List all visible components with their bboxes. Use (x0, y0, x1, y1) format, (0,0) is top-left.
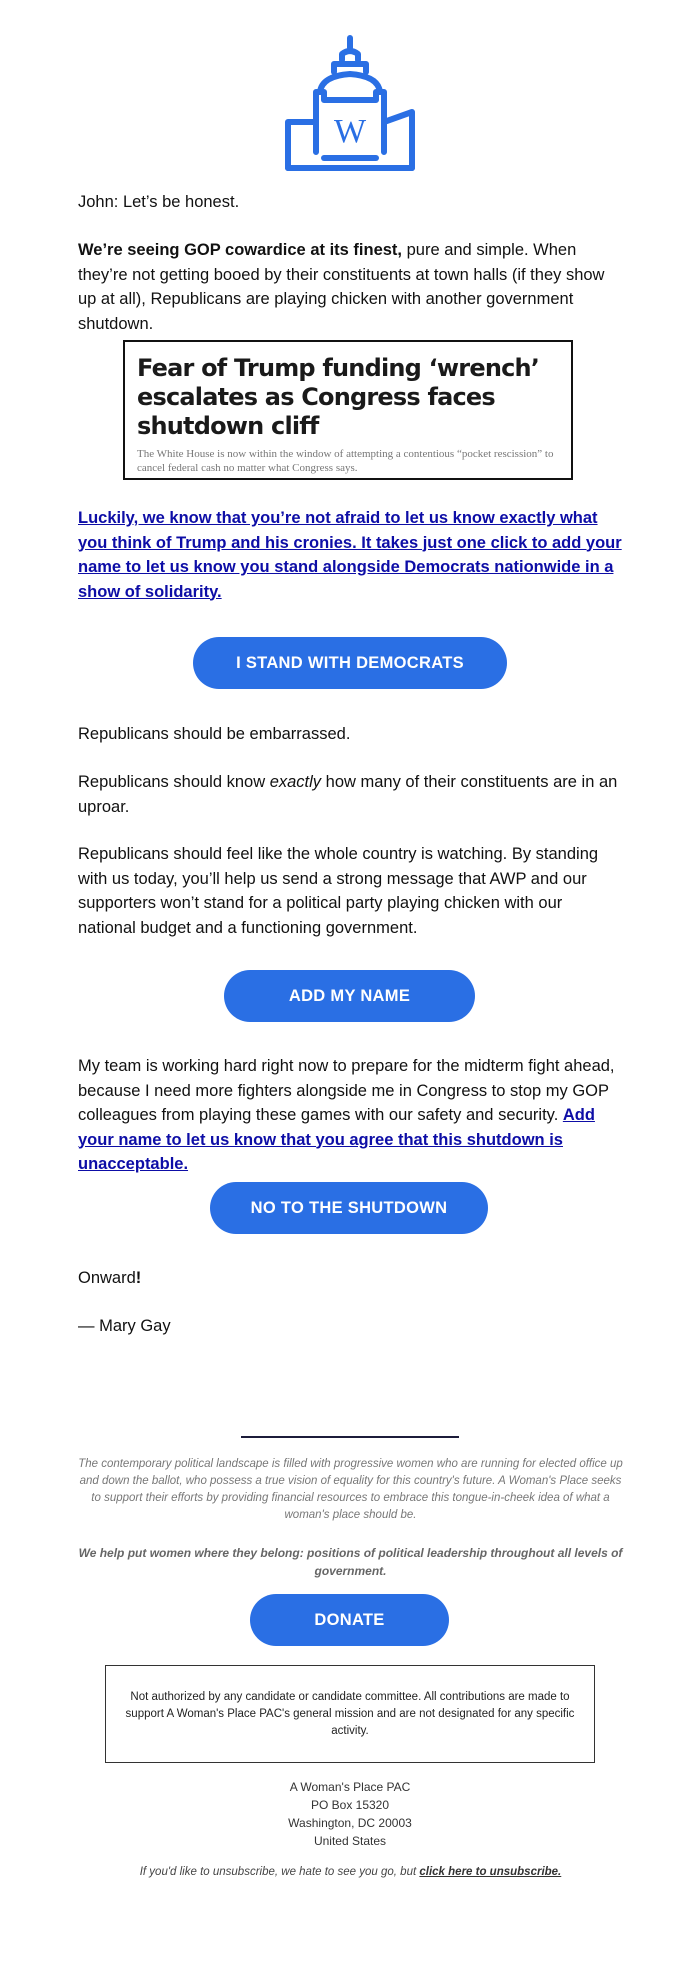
solidarity-link-paragraph (78, 506, 623, 604)
news-clip-image (123, 340, 573, 480)
unsubscribe-link[interactable]: click here to unsubscribe. (419, 1866, 562, 1878)
footer-tagline: We help put women where they belong: positions of political leadership throughout all levels of government. (78, 1546, 623, 1578)
capitol-logo (282, 34, 418, 172)
no-to-shutdown-button[interactable]: NO TO THE SHUTDOWN (210, 1182, 488, 1234)
disclaimer-text: Not authorized by any candidate or candidate committee. All contributions are made to support A Woman's Place PAC's general mission and are not designated for any specific activity. (125, 1690, 575, 1737)
watching-paragraph: Republicans should feel like the whole country is watching. By standing with us today, you’ll help us send a strong message that AWP and our supporters won’t stand for a political party playing chicken with our national budget and a functioning government. (78, 845, 599, 937)
closing-onward (78, 1266, 623, 1291)
mailing-address (200, 1778, 500, 1850)
solidarity-link[interactable]: Luckily, we know that you’re not afraid to let us know exactly what you think of Trump and his cronies. It takes just one click to add your name to let us know you stand alongside Democrats nationwide in a show of solidarity. (78, 509, 622, 601)
capitol-dome-icon (282, 34, 418, 172)
stand-with-democrats-button[interactable]: I STAND WITH DEMOCRATS (193, 637, 507, 689)
address-line: Washington, DC 20003 (288, 1816, 412, 1830)
onward-bang: ! (135, 1269, 142, 1287)
signature: — Mary Gay (78, 1317, 171, 1335)
donate-button[interactable]: DONATE (250, 1594, 449, 1646)
onward-text: Onward (78, 1269, 136, 1287)
address-line: United States (313, 1834, 387, 1848)
team-paragraph (78, 1054, 623, 1177)
logo-letter: W (333, 113, 367, 150)
news-subhead: The White House is now within the window of attempting a contentious “pocket rescission” to cancel federal cash no matter what Congress says. (137, 448, 554, 474)
add-my-name-button[interactable]: ADD MY NAME (224, 970, 475, 1022)
intro-bold: We’re seeing GOP cowardice at its finest, (78, 241, 403, 259)
address-line: PO Box 15320 (310, 1798, 390, 1812)
address-line: A Woman's Place PAC (289, 1780, 411, 1794)
embarrassed-paragraph: Republicans should be embarrassed. (78, 725, 351, 743)
greeting: John: Let’s be honest. (78, 193, 240, 211)
unsubscribe-line (78, 1866, 623, 1878)
know-pre: Republicans should know (78, 773, 270, 791)
intro-paragraph (78, 238, 623, 336)
know-paragraph (78, 770, 623, 819)
unsubscribe-text: If you'd like to unsubscribe, we hate to see you go, but (139, 1866, 420, 1878)
footer-about: The contemporary political landscape is filled with progressive women who are running for elected office up and down the ballot, who possess a true vision of equality for this country's future. A Woman's Place seeks to support their efforts by providing financial resources to embrace this tongue-in-cheek idea of what a woman's place should be. (78, 1458, 623, 1521)
know-post: how many of their constituents are in an uproar. (78, 773, 618, 816)
news-headline: Fear of Trump funding ‘wrench’ escalates as Congress faces shutdown cliff (137, 354, 540, 440)
shutdown-link[interactable]: Add your name to let us know that you agree that this shutdown is unacceptable. (78, 1106, 595, 1173)
team-text: My team is working hard right now to prepare for the midterm fight ahead, because I need more fighters alongside me in Congress to stop my GOP colleagues from playing these games with our safety and security. (78, 1057, 615, 1124)
intro-rest: pure and simple. When they’re not getting booed by their constituents at town halls (if they show up at all), Republicans are playing chicken with another government shutdown. (78, 241, 605, 333)
footer-divider (241, 1436, 459, 1438)
know-emphasis: exactly (269, 773, 322, 791)
disclaimer-box (105, 1665, 595, 1763)
